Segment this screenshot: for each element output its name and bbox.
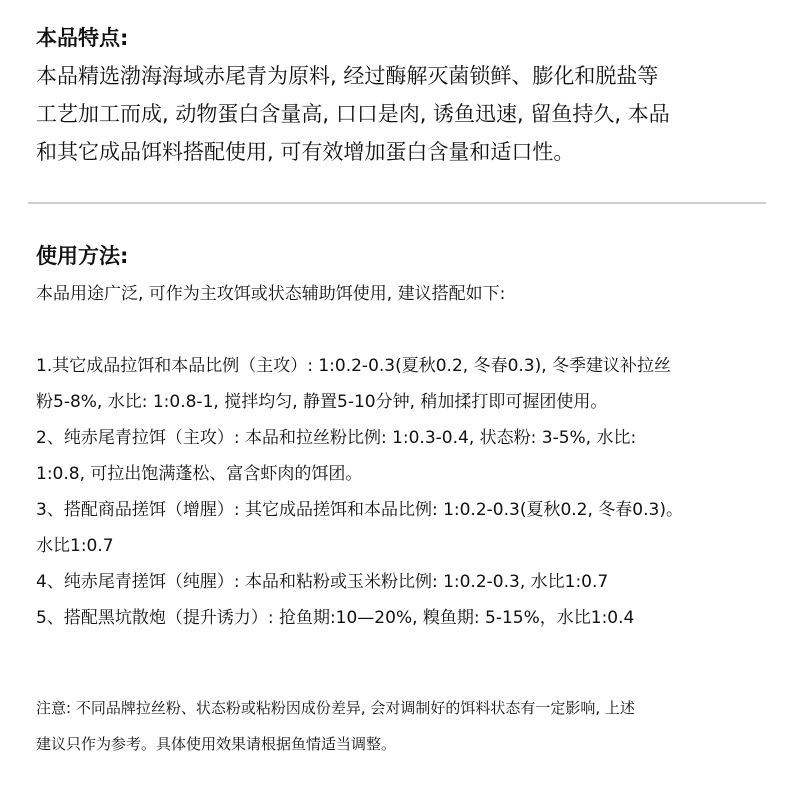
usage-section (36, 242, 770, 636)
note-section (36, 690, 770, 762)
section-divider (28, 202, 766, 204)
usage-line: 5、搭配黑坑散炮（提升诱力）: 抢鱼期:10—20%, 糗鱼期: 5-15%，水比1:0.4 (36, 608, 635, 628)
usage-line: 4、纯赤尾青搓饵（纯腥）: 本品和粘粉或玉米粉比例: 1:0.2-0.3, 水比1:0.7 (36, 572, 609, 592)
usage-intro: 本品用途广泛, 可作为主攻饵或状态辅助饵使用, 建议搭配如下: (36, 284, 506, 304)
usage-line: 3、搭配商品搓饵（增腥）: 其它成品搓饵和本品比例: 1:0.2-0.3(夏秋0.2, 冬春0.3)。 (36, 500, 683, 520)
note-line: 注意: 不同品牌拉丝粉、状态粉或粘粉因成份差异, 会对调制好的饵料状态有一定影响, 上述 (36, 699, 635, 717)
features-line: 和其它成品饵料搭配使用, 可有效增加蛋白含量和适口性。 (36, 140, 575, 164)
features-heading: 本品特点: (36, 26, 129, 50)
features-body (36, 57, 770, 171)
usage-line: 1.其它成品拉饵和本品比例（主攻）: 1:0.2-0.3(夏秋0.2, 冬春0.3), 冬季建议补拉丝 (36, 356, 672, 376)
usage-line: 2、纯赤尾青拉饵（主攻）: 本品和拉丝粉比例: 1:0.3-0.4, 状态粉: 3-5%, 水比: (36, 428, 637, 448)
usage-heading: 使用方法: (36, 244, 129, 268)
usage-line: 1:0.8, 可拉出饱满蓬松、富含虾肉的饵团。 (36, 464, 363, 484)
features-line: 本品精选渤海海域赤尾青为原料, 经过酶解灭菌锁鲜、膨化和脱盐等 (36, 64, 659, 88)
usage-line: 粉5-8%, 水比: 1:0.8-1, 搅拌均匀, 静置5-10分钟, 稍加揉打即可握团使用。 (36, 392, 608, 412)
features-line: 工艺加工而成, 动物蛋白含量高, 口口是肉, 诱鱼迅速, 留鱼持久, 本品 (36, 102, 670, 126)
note-line: 建议只作为参考。具体使用效果请根据鱼情适当调整。 (36, 735, 397, 753)
usage-body (36, 276, 770, 636)
usage-line: 水比1:0.7 (36, 536, 114, 556)
usage-list (36, 348, 770, 636)
features-section (36, 24, 770, 171)
